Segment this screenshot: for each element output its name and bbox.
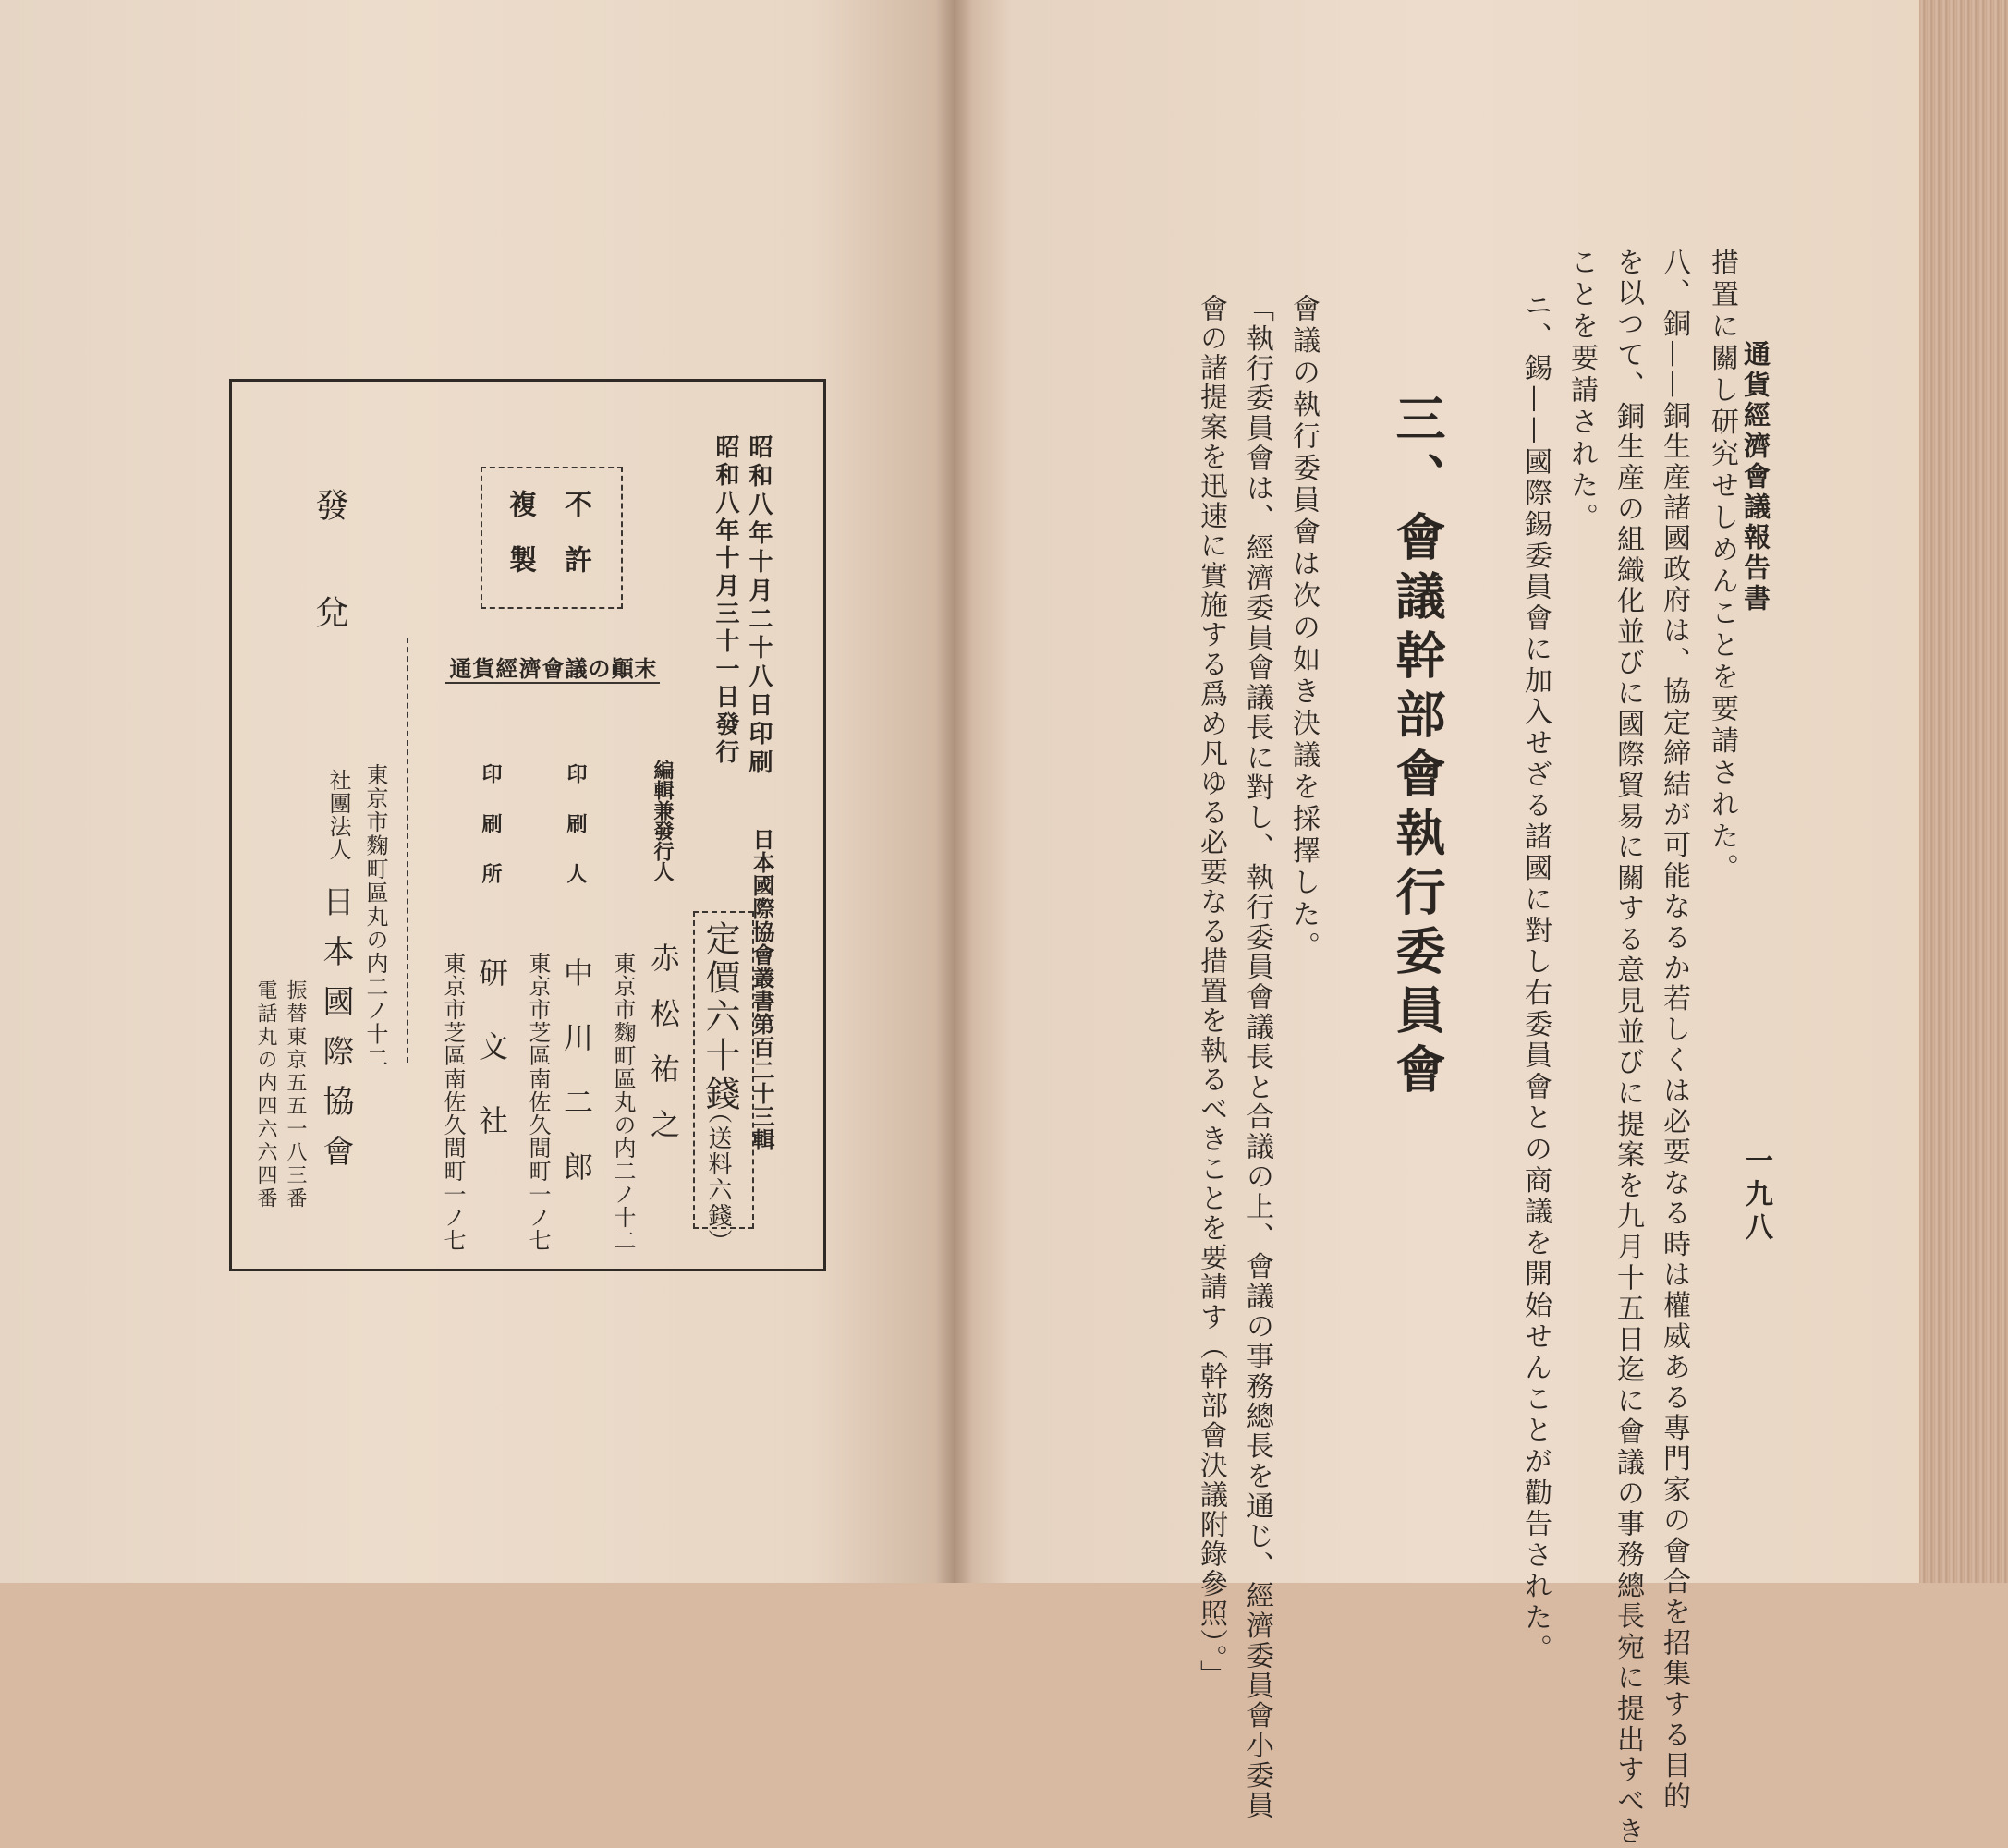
text-line-3: を以つて、銅生産の組織化並びに國際貿易に關する意見並びに提案を九月十五日迄に會議の事務總長宛に提出すべき	[1612, 248, 1644, 1848]
series-info: 日本國際協會叢書第百二十三輯	[748, 828, 775, 1151]
text-line-2: 八、銅——銅生産諸國政府は、協定締結が可能なるか若しくは必要なる時は權威ある專門家の會合を招集する目的	[1658, 248, 1690, 1813]
editor-label: 編輯兼發行人	[651, 760, 675, 881]
body-line-3: 會の諸提案を迅速に實施する爲め凡ゆる必要なる措置を執るべきことを要請す（幹部會決議附錄參照）。」	[1195, 294, 1227, 1690]
text-line-5: ニ、錫——國際錫委員會に加入せざる諸國に對し右委員會との商議を開始せんことが勸告された。	[1519, 291, 1552, 1666]
page-number: 一九八	[1740, 1146, 1772, 1246]
press-label: 印刷所	[479, 763, 503, 913]
postage: （送料六錢）	[704, 1100, 732, 1255]
printer-name: 中川二郎	[559, 957, 594, 1216]
text-line-1: 措置に關し研究せしめんことを要請された。	[1706, 248, 1738, 885]
section-heading: 三、會議幹部會執行委員會	[1388, 393, 1447, 1102]
body-line-1: 會議の執行委員會は次の如き決議を採擇した。	[1287, 294, 1320, 964]
editor-name: 赤松祐之	[646, 942, 681, 1164]
printer-address: 東京市芝區南佐久間町一ノ七	[525, 952, 551, 1252]
publisher-type: 社團法人	[325, 769, 351, 861]
page-edges	[1919, 0, 2008, 1583]
press-address: 東京市芝區南佐久間町一ノ七	[440, 952, 466, 1252]
price: 定價六十錢	[700, 920, 740, 1114]
stamp-line-1: 不許	[559, 490, 591, 601]
print-date: 昭和八年十月二十八日印刷	[745, 434, 773, 778]
book-gutter	[935, 0, 972, 1583]
text-line-4: ことを要請された。	[1565, 248, 1598, 535]
copyright-stamp	[481, 467, 623, 609]
printer-label: 印刷人	[564, 763, 588, 913]
running-head: 通貨經濟會議報告書	[1740, 340, 1771, 614]
press-name: 研文社	[474, 957, 509, 1179]
body-line-2: 「執行委員會は、經濟委員會議長に對し、執行委員會議長と合議の上、會議の事務總長を通じ、經濟委員會小委員	[1241, 294, 1273, 1821]
publish-date: 昭和八年十月三十一日發行	[712, 434, 739, 767]
phone-number: 電話丸の内四六六四番	[254, 979, 277, 1210]
publisher-address: 東京市麴町區丸の内二ノ十二	[362, 763, 388, 1070]
book-title: 通貨經濟會議の顚末	[449, 655, 658, 682]
stamp-line-2: 複製	[504, 490, 536, 601]
editor-address: 東京市麴町區丸の内二ノ十二	[610, 952, 636, 1252]
separator-rule	[407, 638, 408, 1063]
publisher-name: 日本國際協會	[317, 885, 354, 1185]
publisher-label: 發兌	[310, 488, 348, 702]
transfer-account: 振替東京五五一八三番	[284, 979, 307, 1210]
